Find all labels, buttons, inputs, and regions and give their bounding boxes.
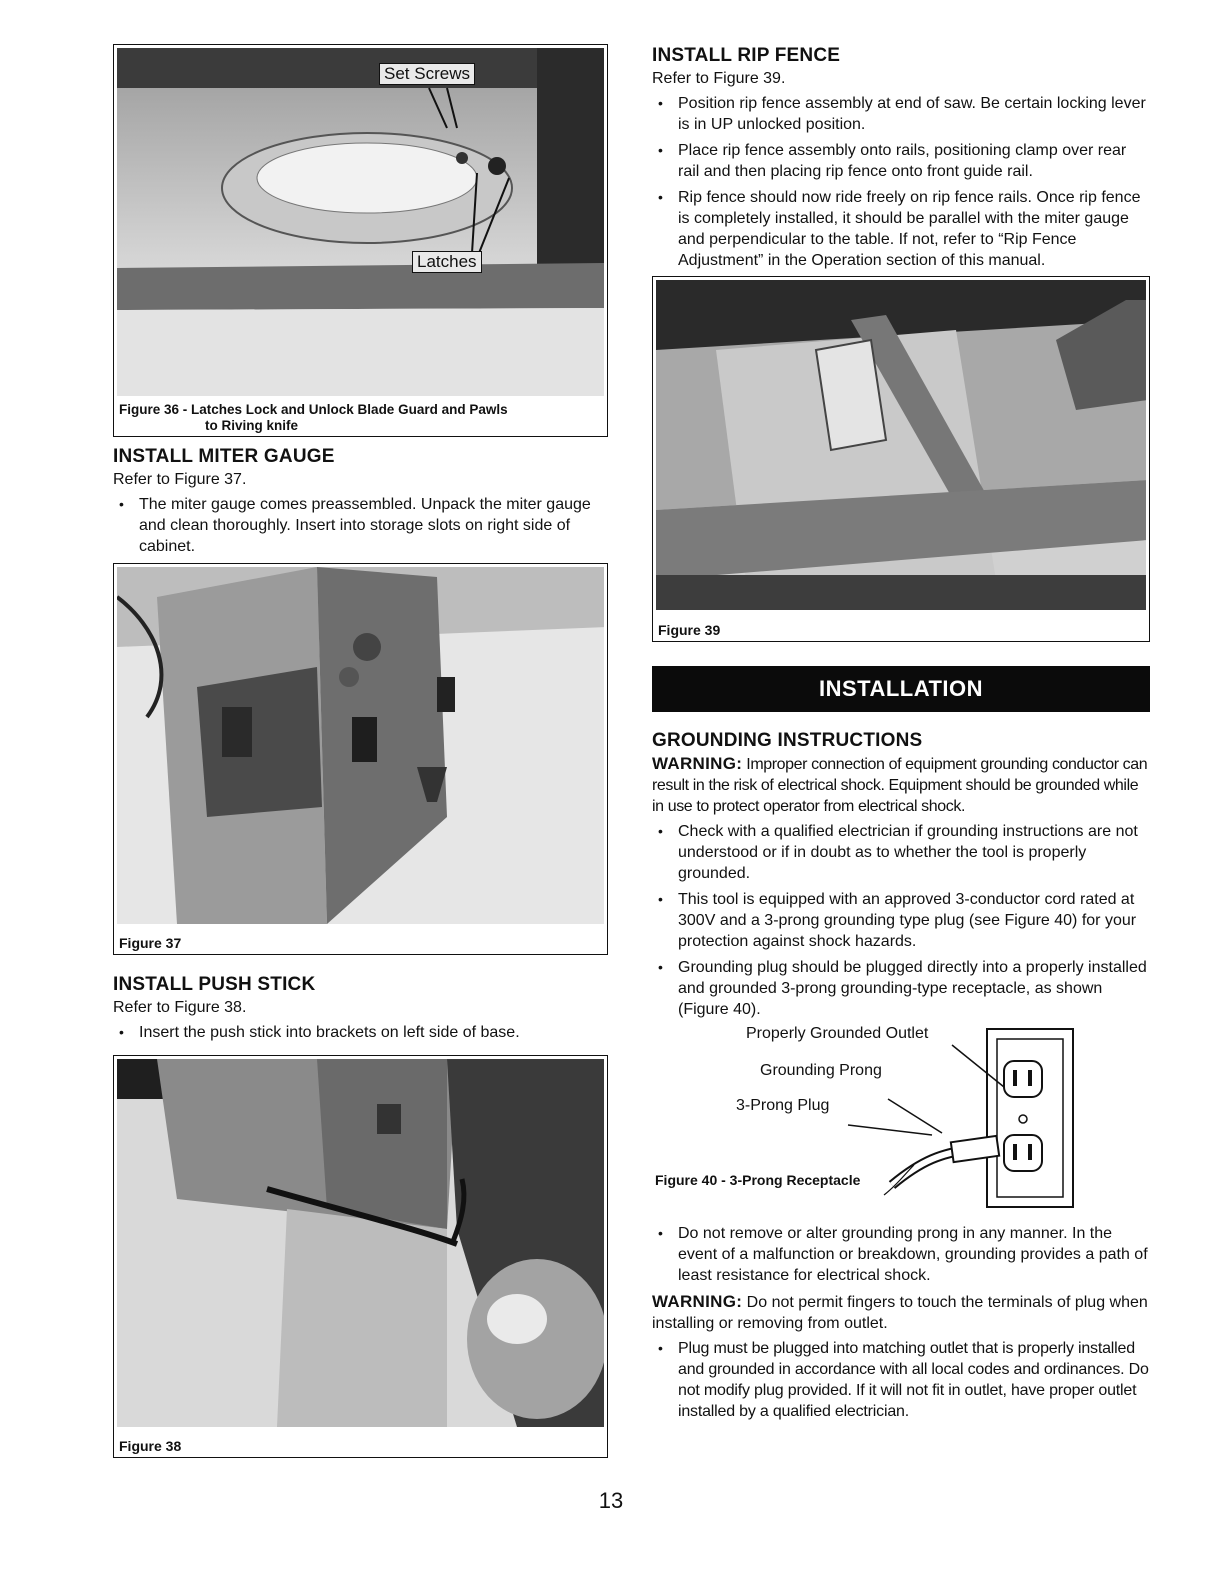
grounding-section-2	[652, 1223, 1150, 1422]
warning-text: Do not permit fingers to touch the terminals of plug when installing or removing from outlet.	[652, 1294, 1148, 1332]
right-column	[652, 44, 1150, 1427]
list-item: • Grounding plug should be plugged directly into a properly installed and grounded 3-prong grounding-type receptacle, as shown (Figure 40).	[652, 957, 1150, 1020]
list-item: • Do not remove or alter grounding prong in any manner. In the event of a malfunction or breakdown, grounding provides a path of least resistance for electrical shock.	[652, 1223, 1150, 1286]
list-item: • This tool is equipped with an approved 3-conductor cord rated at 300V and a 3-prong grounding type plug (see Figure 40) for your protection against shock hazards.	[652, 889, 1150, 952]
figure-38-caption: Figure 38	[119, 1438, 182, 1454]
list-item: • The miter gauge comes preassembled. Unpack the miter gauge and clean thoroughly. Insert into storage slots on right side of cabinet.	[113, 494, 608, 557]
list-item: • Insert the push stick into brackets on left side of base.	[113, 1022, 608, 1043]
rip-fence-bullets	[652, 93, 1150, 271]
figure-36-caption-line1: Figure 36 - Latches Lock and Unlock Blade Guard and Pawls	[119, 402, 508, 417]
list-item: • Position rip fence assembly at end of saw. Be certain locking lever is in UP unlocked position.	[652, 93, 1150, 135]
rip-fence-ref: Refer to Figure 39.	[652, 70, 786, 87]
figure-40	[652, 1025, 1150, 1215]
grounding-warning-2	[652, 1291, 1150, 1334]
grounding-bullets-2	[652, 1223, 1150, 1286]
list-item: • Plug must be plugged into matching outlet that is properly installed and grounded in accordance with all local codes and ordinances. Do not modify plug provided. If it will not fit in outlet, have proper outlet installed by a qualified electrician.	[652, 1338, 1150, 1422]
figure-38	[113, 1055, 608, 1458]
label-set-screws: Set Screws	[379, 63, 475, 85]
figure-38-photo	[117, 1059, 604, 1427]
warning-label: WARNING:	[652, 754, 743, 773]
grounding-bullets-3	[652, 1338, 1150, 1422]
miter-gauge-heading: INSTALL MITER GAUGE	[113, 446, 335, 467]
grounding-heading: GROUNDING INSTRUCTIONS	[652, 730, 923, 751]
label-grounded-outlet: Properly Grounded Outlet	[746, 1025, 929, 1042]
miter-gauge-bullets	[113, 494, 608, 557]
push-stick-bullets	[113, 1022, 608, 1043]
list-item: • Check with a qualified electrician if grounding instructions are not understood or if in doubt as to whether the tool is properly grounded.	[652, 821, 1150, 884]
figure-40-caption: Figure 40 - 3-Prong Receptacle	[655, 1172, 861, 1188]
rip-fence-heading: INSTALL RIP FENCE	[652, 45, 841, 66]
miter-gauge-ref: Refer to Figure 37.	[113, 471, 247, 488]
rip-fence-photo	[656, 280, 1146, 610]
label-3-prong-plug: 3-Prong Plug	[736, 1097, 830, 1114]
push-stick-ref: Refer to Figure 38.	[113, 999, 247, 1016]
warning-label: WARNING:	[652, 1292, 743, 1311]
installation-banner: INSTALLATION	[652, 666, 1150, 712]
grounding-warning-1	[652, 753, 1150, 817]
rip-fence-section	[652, 44, 1150, 271]
figure-37-photo	[117, 567, 604, 924]
figure-36	[113, 44, 608, 437]
blade-guard-photo	[117, 48, 604, 396]
push-stick-heading: INSTALL PUSH STICK	[113, 974, 316, 995]
figure-37	[113, 563, 608, 955]
figure-36-caption-line2: to Riving knife	[205, 418, 299, 433]
list-item: • Place rip fence assembly onto rails, positioning clamp over rear rail and then placing rip fence onto front guide rail.	[652, 140, 1150, 182]
figure-39-caption: Figure 39	[658, 622, 721, 638]
list-item: • Rip fence should now ride freely on rip fence rails. Once rip fence is completely installed, it should be parallel with the miter gauge and perpendicular to the table. If not, refer to “Rip Fence Adjustment” in the Operation section of this manual.	[652, 187, 1150, 271]
grounding-bullets	[652, 821, 1150, 1020]
figure-39	[652, 276, 1150, 642]
grounding-section	[652, 729, 1150, 1020]
label-grounding-prong: Grounding Prong	[760, 1062, 882, 1079]
figure-36-caption	[119, 402, 508, 434]
page-number: 13	[598, 1488, 624, 1513]
push-stick-section	[113, 973, 608, 1043]
cabinet-photo	[117, 567, 604, 924]
warning-text: Improper connection of equipment grounding conductor can result in the risk of electrical shock. Equipment should be grounded while in use to protect operator from electrical shock.	[652, 756, 1148, 815]
left-column	[113, 44, 608, 1458]
push-stick-photo	[117, 1059, 604, 1427]
figure-36-photo	[117, 48, 604, 396]
figure-39-photo	[656, 280, 1146, 610]
figure-37-caption: Figure 37	[119, 935, 182, 951]
miter-gauge-section	[113, 445, 608, 557]
label-latches: Latches	[412, 251, 482, 273]
